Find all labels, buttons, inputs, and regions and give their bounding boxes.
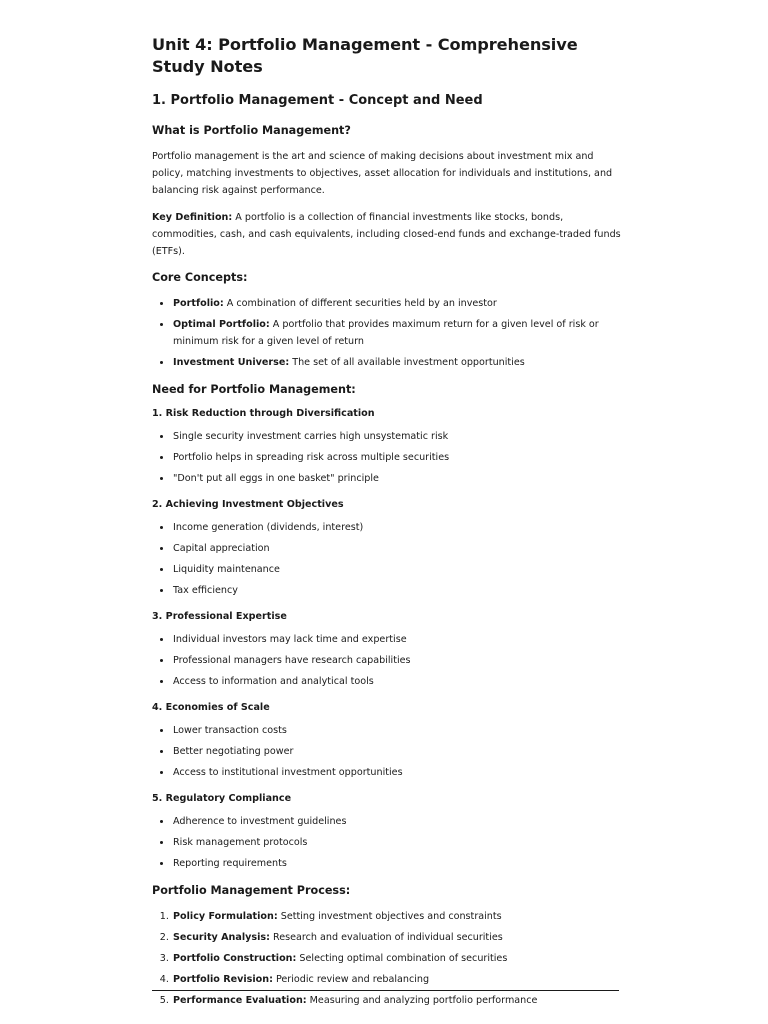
subsection-heading: Need for Portfolio Management: [152, 383, 356, 396]
list-item [172, 908, 622, 925]
list-item: • Single security investment carries high unsystematic risk [172, 428, 622, 445]
list-item-text: Setting investment objectives and constraints [277, 911, 502, 922]
process-list [152, 908, 622, 1009]
list-item [172, 929, 622, 946]
list-item [172, 354, 622, 371]
list-item [172, 971, 622, 988]
list-item: • Individual investors may lack time and expertise [172, 631, 622, 648]
paragraph: Portfolio management is the art and science of making decisions about investment mix and policy, matching investments to objectives, asset allocation for individuals and institutions, and balancing risk against performance. [152, 151, 613, 196]
section-heading: 1. Portfolio Management - Concept and Need [152, 93, 483, 108]
list-item-text: A portfolio that provides maximum return for a given level of risk or minimum risk for a given level of return [173, 319, 599, 347]
need-list [152, 631, 622, 690]
list-item: • Tax efficiency [172, 582, 622, 599]
list-item-term: Policy Formulation: [173, 911, 278, 922]
list-item [172, 316, 622, 350]
need-list [152, 722, 622, 781]
horizontal-rule [152, 990, 619, 991]
list-item-text: A combination of different securities held by an investor [223, 298, 497, 309]
list-item: • Access to institutional investment opportunities [172, 764, 622, 781]
need-list [152, 428, 622, 487]
need-list [152, 813, 622, 872]
list-item: • Lower transaction costs [172, 722, 622, 739]
list-item-text: Research and evaluation of individual securities [269, 932, 503, 943]
list-item: • Better negotiating power [172, 743, 622, 760]
core-concepts-list [152, 295, 622, 371]
subsection-heading: What is Portfolio Management? [152, 124, 351, 137]
list-item-text: Periodic review and rebalancing [272, 974, 430, 985]
need-list [152, 519, 622, 599]
need-heading: 3. Professional Expertise [152, 611, 287, 622]
list-item-text: Measuring and analyzing portfolio performance [306, 995, 538, 1006]
list-item-term: Investment Universe: [173, 357, 290, 368]
list-item: • Reporting requirements [172, 855, 622, 872]
key-definition-label: Key Definition: [152, 212, 233, 223]
list-item-term: Optimal Portfolio: [173, 319, 270, 330]
document-content [152, 34, 622, 1020]
list-item-text: The set of all available investment opportunities [289, 357, 525, 368]
list-item: • Income generation (dividends, interest) [172, 519, 622, 536]
list-item: • Professional managers have research capabilities [172, 652, 622, 669]
need-heading: 4. Economies of Scale [152, 702, 270, 713]
list-item: • Capital appreciation [172, 540, 622, 557]
need-heading: 2. Achieving Investment Objectives [152, 499, 344, 510]
list-item-term: Portfolio: [173, 298, 224, 309]
list-item-term: Portfolio Revision: [173, 974, 273, 985]
key-definition-text: A portfolio is a collection of financial investments like stocks, bonds, commodities, cash, and cash equivalents, including closed-end funds and exchange-traded funds (ETFs). [152, 212, 621, 257]
list-item: • Adherence to investment guidelines [172, 813, 622, 830]
page-title: Unit 4: Portfolio Management - Comprehensive Study Notes [152, 35, 578, 76]
list-item-term: Performance Evaluation: [173, 995, 307, 1006]
key-definition-paragraph [152, 209, 622, 260]
need-heading: 5. Regulatory Compliance [152, 793, 292, 804]
list-item-term: Security Analysis: [173, 932, 270, 943]
subsection-heading: Core Concepts: [152, 271, 248, 284]
list-item: • Liquidity maintenance [172, 561, 622, 578]
list-item: • "Don't put all eggs in one basket" principle [172, 470, 622, 487]
subsection-heading: Portfolio Management Process: [152, 884, 351, 897]
list-item [172, 992, 622, 1009]
list-item: • Access to information and analytical tools [172, 673, 622, 690]
list-item-term: Portfolio Construction: [173, 953, 297, 964]
list-item [172, 950, 622, 967]
list-item: • Risk management protocols [172, 834, 622, 851]
list-item [172, 295, 622, 312]
list-item: • Portfolio helps in spreading risk across multiple securities [172, 449, 622, 466]
list-item-text: Selecting optimal combination of securities [296, 953, 508, 964]
need-heading: 1. Risk Reduction through Diversification [152, 408, 375, 419]
